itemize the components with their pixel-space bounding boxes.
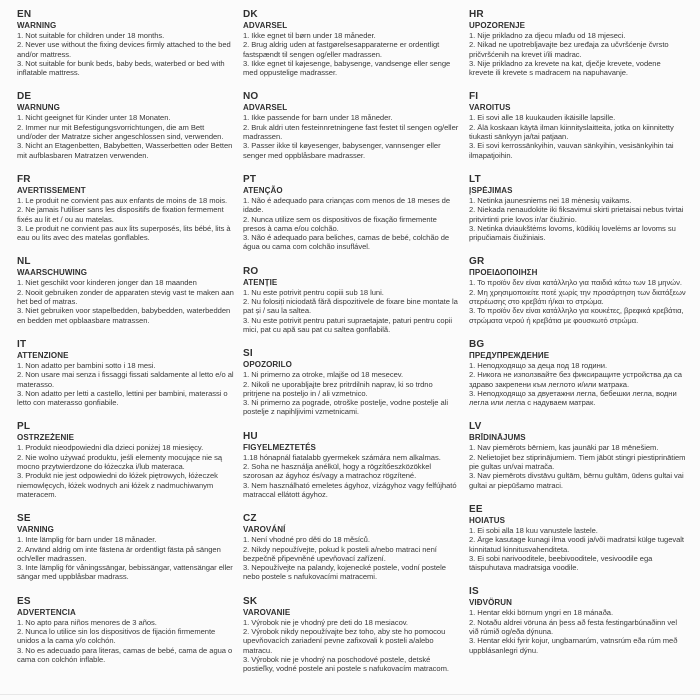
warning-item: 3. Nem használható emeletes ágyhoz, vízágyhoz vagy felfújható matraccal ellátott ágyhoz. <box>243 480 457 499</box>
language-code-label: EE <box>469 503 483 515</box>
warning-item: 3. Ei sobi narivooditele, beebivooditele, vesivoodile ega täispuhutava madratsiga voodile. <box>469 553 653 573</box>
warning-item: 1. Výrobok nie je vhodný pre deti do 18 mesiacov. <box>243 617 408 627</box>
section-SE <box>17 513 239 581</box>
warning-item: 2. Immer nur mit Befestigungsvorrichtungen, die am Bett und/oder der Matratze sicher angeschlossen sind, verwenden. <box>17 122 224 142</box>
section-NO <box>243 91 465 159</box>
warning-item: 2. Никога не използвайте без фиксиращите устройства да са здраво закрепени към леглото и/или матрака. <box>469 370 682 389</box>
warning-item: 2. Non usare mai senza i fissaggi fissati saldamente al letto e/o al materasso. <box>17 370 234 389</box>
warning-item: 2. Nooit gebruiken zonder de apparaten stevig vast te maken aan het bed of matras. <box>17 287 234 307</box>
warning-item: 2. Niekada nenaudokite iki fiksavimui skirti prietaisai nebus tvirtai pritvirtinti prie lovos ir/ar čiužinio. <box>469 205 684 224</box>
section-FR <box>17 174 239 242</box>
warning-item: 2. Nikad ne upotrebljavajte bez uređaja za učvršćenje čvrsto pričvršćenih na krevet i/ili madrac. <box>469 40 669 59</box>
warning-heading: VARNING <box>17 525 54 535</box>
section-SK <box>243 596 465 674</box>
warning-item: 1. Ikke egnet til børn under 18 måneder. <box>243 31 376 40</box>
warning-heading: ADVERTENCIA <box>17 607 76 617</box>
warning-item: 1. Nicht geeignet für Kinder unter 18 Monaten. <box>17 113 171 123</box>
language-code-label: FR <box>17 173 31 185</box>
language-code-label: DE <box>17 91 32 103</box>
language-code-label: ES <box>17 595 31 607</box>
language-code-label: HR <box>469 9 484 20</box>
language-code-label: IT <box>17 338 27 350</box>
section-HU <box>243 431 465 499</box>
section-ES <box>17 596 239 664</box>
language-code-label: SE <box>17 513 31 525</box>
warning-item: 1. Το προϊόν δεν είναι κατάλληλο για παιδιά κάτω των 18 μηνών. <box>469 278 682 288</box>
language-code-label: LV <box>469 421 482 433</box>
language-code-label: NO <box>243 91 259 103</box>
section-LT <box>469 174 691 242</box>
warning-item: 1. Não é adequado para crianças com menos de 18 meses de idade. <box>243 195 451 215</box>
page-bottom-edge <box>0 694 700 695</box>
warning-item: 3. Passer ikke til køyesenger, babysenger, vannsenger eller senger med oppblåsbare madrasser. <box>243 141 441 160</box>
warning-item: 1. Nav piemērots bērniem, kas jaunāki par 18 mēnešiem. <box>469 443 659 453</box>
warning-heading: VIÐVÖRUN <box>469 598 513 608</box>
warning-item: 1. No apto para niños menores de 3 años. <box>17 617 157 627</box>
language-code-label: PL <box>17 421 31 433</box>
warning-item: 1.18 hónapnál fiatalabb gyermekek számára nem alkalmas. <box>243 452 441 462</box>
warning-heading: ATENÇÃO <box>243 185 283 195</box>
section-PL <box>17 421 239 499</box>
warning-item: 3. Não é adequado para beliches, camas de bebé, colchão de água ou cama com colchão insuflável. <box>243 233 450 252</box>
language-code-label: EN <box>17 9 32 20</box>
warning-item: 3. Not suitable for bunk beds, baby beds, waterbed or bed with inflatable mattress. <box>17 58 225 78</box>
warning-heading: ΠΡΟΕΙΔΟΠΟΙΗΣΗ <box>469 268 538 278</box>
warning-item: 3. Non adatto per letti a castello, lettini per bambini, materassi o letto con materasso gonfiabile. <box>17 388 228 408</box>
language-code-label: SI <box>243 348 253 360</box>
warning-item: 2. Nikoli ne uporabljajte brez pritrdilnih naprav, ki so trdno pritrjene na posteljo in / ali vzmetnico. <box>243 379 433 398</box>
warning-heading: WARNUNG <box>17 103 60 113</box>
warning-heading: AVERTISSEMENT <box>17 185 86 195</box>
language-code-label: DK <box>243 9 258 20</box>
section-DK <box>243 9 465 77</box>
column-1 <box>17 9 239 678</box>
warning-item: 2. Älä koskaan käytä ilman kiinnityslaitteita, jotka on kiinnitetty tiukasti sänkyyn ja/tai patjaan. <box>469 122 674 142</box>
warning-item: 3. Ikke egnet til køjesenge, babysenge, vandsenge eller senge med oppustelige madrasser. <box>243 58 451 78</box>
warning-item: 2. Brug aldrig uden at fastgørelsesapparaterne er ordentligt fastspændt til sengen og/eller madrassen. <box>243 40 440 59</box>
column-2 <box>243 9 465 687</box>
warning-item: 3. Le produit ne convient pas aux lits superposés, lits bébé, lits à eau ou lits avec des matelas gonflables. <box>17 223 231 243</box>
warning-item: 2. Nu folosiți niciodată fără dispozitivele de fixare bine montate la pat și / sau la saltea. <box>243 297 458 316</box>
warning-heading: HOIATUS <box>469 515 506 525</box>
language-code-label: FI <box>469 91 479 103</box>
warning-item: 1. Le produit ne convient pas aux enfants de moins de 18 mois. <box>17 195 228 205</box>
warning-heading: OSTRZEŻENIE <box>17 433 75 443</box>
warning-heading: VAROVANIE <box>243 607 291 617</box>
warning-item: 3. Netinka dviaukštėms lovoms, kūdikių lovelėms ar lovoms su pripučiamais čiužiniais. <box>469 223 676 243</box>
warning-heading: ATENȚIE <box>243 277 278 287</box>
section-SI <box>243 348 465 416</box>
section-RO <box>243 266 465 334</box>
warning-item: 3. Nepoužívejte na palandy, kojenecké postele, vodní postele nebo postele s nafukovacími matracemi. <box>243 563 446 582</box>
warning-item: 1. Není vhodné pro děti do 18 měsíců. <box>243 535 370 545</box>
section-FI <box>469 91 691 159</box>
language-code-label: HU <box>243 430 258 442</box>
warning-item: 2. Bruk aldri uten festeinnretningene fast festet til sengen og/eller madrassen. <box>243 122 459 142</box>
warning-item: 1. Not suitable for children under 18 months. <box>17 31 165 40</box>
warning-item: 3. Produkt nie jest odpowiedni do łóżek piętrowych, łóżeczek niemowlęcych, łóżek wodnych ani łóżek z nadmuchiwanym materacem. <box>17 471 218 499</box>
warning-heading: VAROITUS <box>469 103 511 113</box>
warning-item: 3. Nav piemērots divstāvu gultām, bērnu gultām, ūdens gultai vai gultai ar piepūšamo matraci. <box>469 471 684 490</box>
language-code-label: IS <box>469 586 479 598</box>
section-EE <box>469 504 691 572</box>
warning-item: 1. Niet geschikt voor kinderen jonger dan 18 maanden <box>17 278 197 288</box>
warning-item: 1. Nije prikladno za djecu mlađu od 18 mjeseci. <box>469 31 626 40</box>
warning-item: 3. No es adecuado para literas, camas de bebé, cama de agua o cama con colchón inflable. <box>17 645 233 664</box>
warning-item: 2. Μη χρησιμοποιείτε ποτέ χωρίς την προσάρτηση των διατάξεων στερέωσης στο κρεβάτι ή/και το στρώμα. <box>469 287 686 307</box>
warning-heading: ĮSPĖJIMAS <box>469 185 513 195</box>
warning-item: 1. Ikke passende for barn under 18 måneder. <box>243 113 393 123</box>
language-code-label: BG <box>469 338 485 350</box>
warning-item: 2. Notaðu aldrei vöruna án þess að festa festingarbúnaðinn vel við rúmið og/eða dýnuna. <box>469 617 677 636</box>
warning-heading: ADVARSEL <box>243 103 288 113</box>
warning-item: 1. Ni primerno za otroke, mlajše od 18 mesecev. <box>243 370 403 380</box>
section-BG <box>469 339 691 407</box>
language-code-label: SK <box>243 595 258 607</box>
warning-item: 1. Неподходящо за деца под 18 години. <box>469 360 607 370</box>
warning-heading: ПРЕДУПРЕЖДЕНИЕ <box>469 350 550 360</box>
language-code-label: NL <box>17 256 31 268</box>
language-code-label: GR <box>469 256 485 268</box>
warning-item: 1. Produkt nieodpowiedni dla dzieci poniżej 18 miesięcy. <box>17 443 204 453</box>
language-code-label: CZ <box>243 513 257 525</box>
warning-heading: VAROVÁNÍ <box>243 525 286 535</box>
section-DE <box>17 91 239 159</box>
warning-heading: BRĪDINĀJUMS <box>469 433 526 443</box>
warning-item: 1. Netinka jaunesniems nei 18 mėnesių vaikams. <box>469 195 632 205</box>
section-GR <box>469 256 691 324</box>
warning-item: 3. Výrobok nie je vhodný na poschodové postele, detské postieľky, vodné postele ani postele s nafukovacím matracom. <box>243 654 449 674</box>
warning-item: 1. Hentar ekki börnum yngri en 18 mánaða. <box>469 608 614 618</box>
warning-item: 3. Nicht an Etagenbetten, Babybetten, Wasserbetten oder Betten mit aufblasbaren Matratzen verwenden. <box>17 141 233 160</box>
section-CZ <box>243 513 465 581</box>
language-code-label: PT <box>243 173 257 185</box>
warning-heading: OPOZORILO <box>243 360 292 370</box>
warning-item: 3. Ei sovi kerrossänkyihin, vauvan sänkyihin, vesisänkyihin tai ilmapatjoihin. <box>469 141 674 160</box>
warning-heading: FIGYELMEZTETÉS <box>243 442 316 452</box>
warning-item: 2. Använd aldrig om inte fästena är ordentligt fästa på sängen och/eller madrassen. <box>17 544 221 563</box>
warning-item: 1. Nu este potrivit pentru copiii sub 18 luni. <box>243 287 384 297</box>
warning-item: 2. Nunca utilize sem os dispositivos de fixação firmemente presos à cama e/ou colchão. <box>243 214 437 233</box>
warning-item: 3. Nije prikladno za krevete na kat, dječje krevete, vodene krevete ili krevete s madracem na napuhavanje. <box>469 58 661 78</box>
warning-item: 2. Ne jamais l'utiliser sans les dispositifs de fixation fermement fixés au lit et / ou au matelas. <box>17 205 224 224</box>
language-code-label: RO <box>243 265 259 277</box>
column-3 <box>469 9 691 669</box>
warning-item: 1. Inte lämplig för barn under 18 månader. <box>17 535 157 545</box>
warning-item: 2. Never use without the fixing devices firmly attached to the bed and/or mattress. <box>17 40 231 59</box>
warning-item: 1. Ei sovi alle 18 kuukauden ikäisille lapsille. <box>469 113 616 123</box>
warning-item: 3. Nu este potrivit pentru paturi supraetajate, paturi pentru copii mici, pat cu apă sau pat cu saltea gonflabilă. <box>243 315 452 334</box>
warning-item: 3. Inte lämplig för våningssängar, bebissängar, vattensängar eller sängar med uppblåsbar madrass. <box>17 563 233 582</box>
warning-item: 2. Nelietojiet bez stiprinājumiem. Tiem jābūt stingri piestiprinātiem pie gultas un/vai matrača. <box>469 452 686 472</box>
section-LV <box>469 421 691 489</box>
warning-heading: ADVARSEL <box>243 21 288 30</box>
warning-heading: UPOZORENJE <box>469 21 526 30</box>
language-code-label: LT <box>469 173 481 185</box>
warning-item: 2. Nie wolno używać produktu, jeśli elementy mocujące nie są mocno przytwierdzone do łóżeczka i/lub materaca. <box>17 452 223 472</box>
warning-item: 3. Ni primerno za pograde, otroške postelje, vodne postelje ali postelje z napihljivimi vzmetnicami. <box>243 398 448 417</box>
warning-heading: WARNING <box>17 21 57 30</box>
warning-item: 1. Ei sobi alla 18 kuu vanustele lastele. <box>469 525 598 535</box>
section-PT <box>243 174 465 252</box>
warning-item: 3. Niet gebruiken voor stapelbedden, babybedden, waterbedden en bedden met opblaasbare matrassen. <box>17 306 231 325</box>
warning-item: 3. Το προϊόν δεν είναι κατάλληλο για κουκέτες, βρεφικά κρεβάτια, στρώματα νερού ή κρεβάτια με φουσκωτό στρώμα. <box>469 306 684 325</box>
warning-item: 2. Ärge kasutage kunagi ilma voodi ja/või madratsi külge tugevalt kinnitatud kinnitusvahenditeta. <box>469 535 684 554</box>
warning-item: 3. Неподходящо за двуетажни легла, бебешки легла, водни легла или легла с надуваем матрак. <box>469 388 677 408</box>
warning-item: 2. Nikdy nepoužívejte, pokud k posteli a/nebo matraci není bezpečně připevněné upevňovací zařízení. <box>243 544 437 563</box>
warning-item: 2. Nunca lo utilice sin los dispositivos de fijación firmemente unidos a la cama y/o colchón. <box>17 626 216 646</box>
warning-item: 2. Výrobok nikdy nepoužívajte bez toho, aby ste ho pomocou upevňovacích zariadení pevne zafixovali k posteli a/alebo matracu. <box>243 626 446 655</box>
section-IT <box>17 339 239 407</box>
section-HR <box>469 9 691 77</box>
section-EN <box>17 9 239 77</box>
warning-item: 2. Soha ne használja anélkül, hogy a rögzítőeszközökkel szorosan az ágyhoz és/vagy a matrachoz rögzítené. <box>243 462 432 481</box>
warning-item: 1. Non adatto per bambini sotto i 18 mesi. <box>17 360 156 370</box>
section-IS <box>469 586 691 654</box>
section-NL <box>17 256 239 324</box>
warning-heading: ATTENZIONE <box>17 350 69 360</box>
warning-item: 3. Hentar ekki fyrir kojur, ungbarnarúm, vatnsrúm eða rúm með uppblásanlegri dýnu. <box>469 636 678 655</box>
warning-heading: WAARSCHUWING <box>17 268 88 278</box>
